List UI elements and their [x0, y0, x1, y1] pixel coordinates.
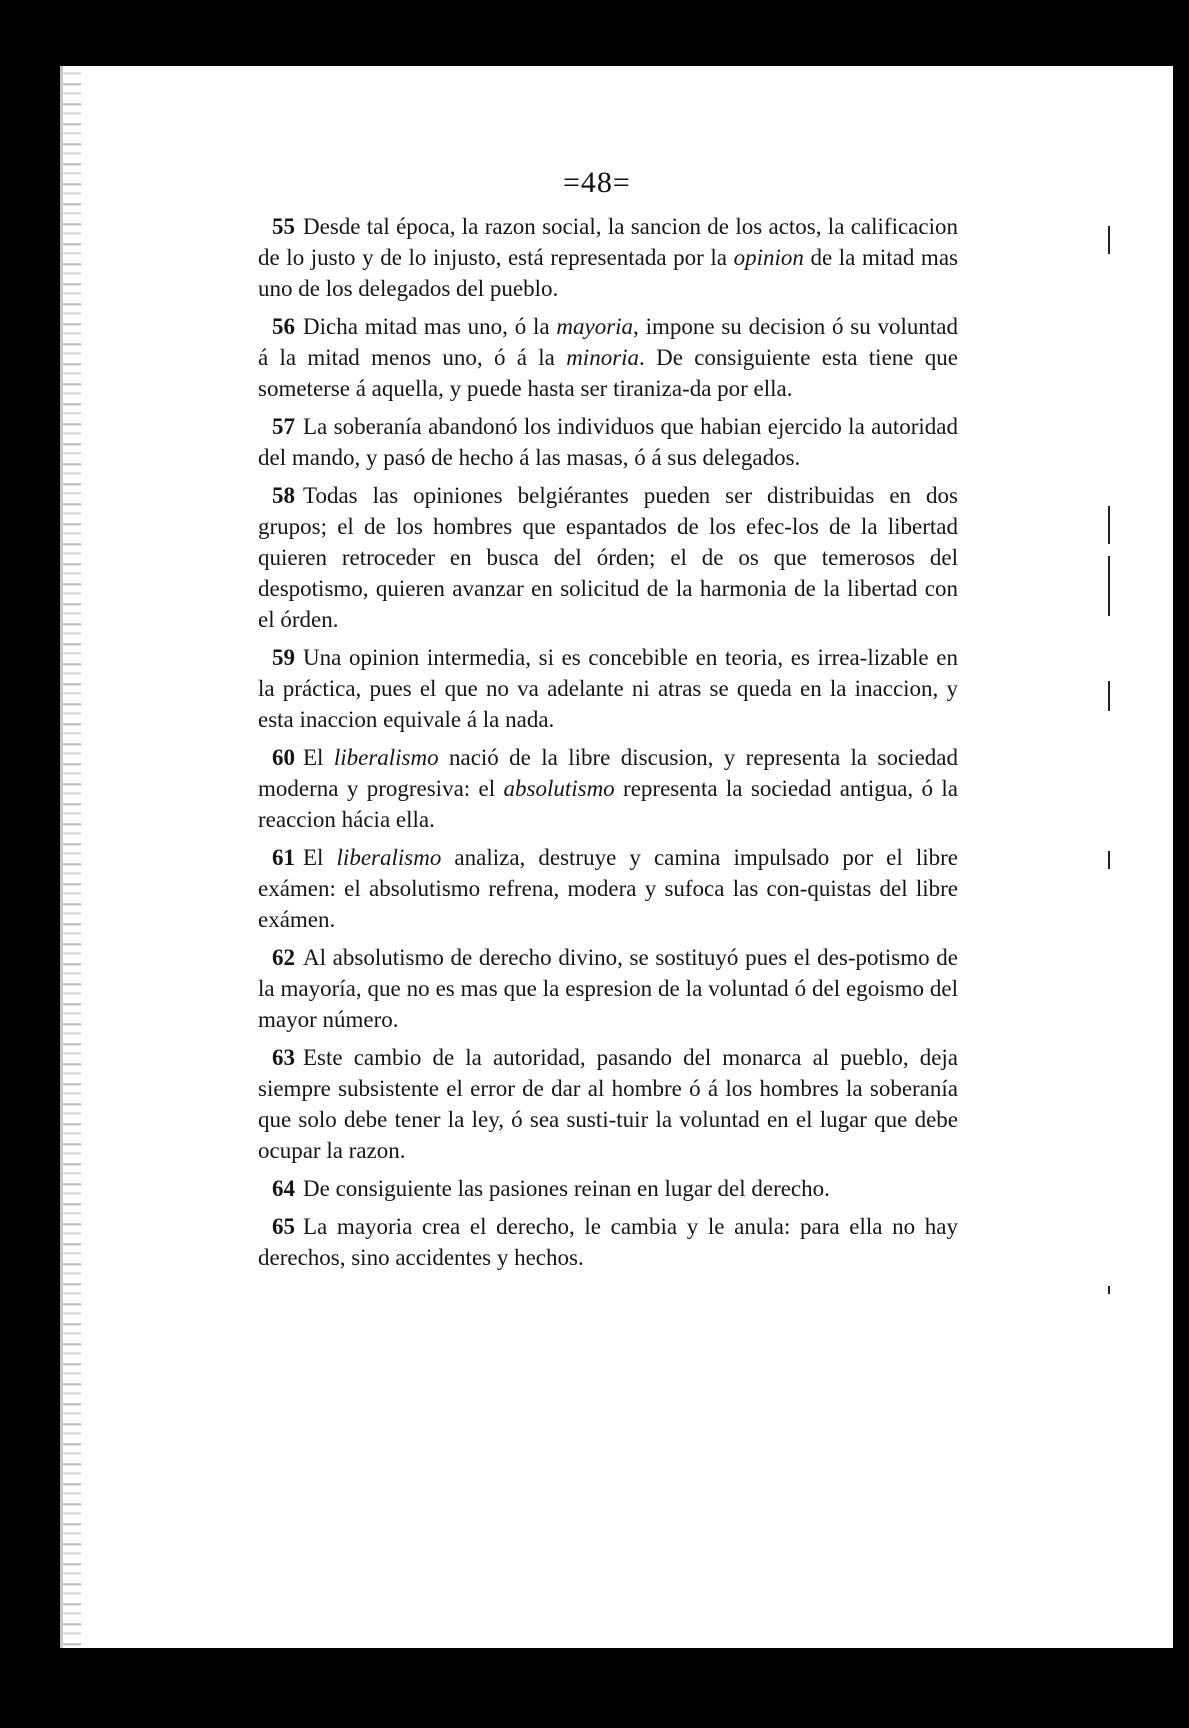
- paragraph-65: 65 La mayoria crea el derecho, le cambia y le anula: para ella no hay derechos, sino accidentes y hechos.: [258, 1214, 958, 1270]
- body-text: [258, 211, 958, 1280]
- paragraph-64: 64 De consiguiente las pasiones reinan en lugar del derecho.: [272, 1176, 830, 1201]
- paragraph-57: 57 La soberanía abandonó los individuos que habian ejercido la autoridad del mando, y pasó de hecho á las masas, ó á sus delegados.: [258, 414, 958, 470]
- paragraph-55: 55 Desde tal época, la razon social, la sancion de los actos, la calificacion de lo justo y de lo injusto, está representada por la opinion de la mitad mas uno de los delegados del pueblo.: [258, 214, 958, 301]
- paragraph-58: 58 Todas las opiniones belgiérantes pueden ser distribuidas en dos grupos; el de los hombres que espantados de los efec-los de la libertad quieren retroceder en busca del órden; el de os que temerosos del despotismo, quieren avanzar en solicitud de la harmonia de la libertad con el órden.: [258, 483, 958, 632]
- italic-term: mayoria: [556, 314, 634, 339]
- paragraph-number: 64: [272, 1176, 295, 1201]
- margin-mark: [1108, 681, 1110, 711]
- italic-term: liberalismo: [333, 745, 439, 770]
- paragraph-number: 55: [272, 214, 295, 239]
- italic-term: liberalismo: [336, 845, 442, 870]
- paragraph-63: 63 Este cambio de la autoridad, pasando del monarca al pueblo, deja siempre subsistente el error de dar al hombre ó á los hombres la soberanía que solo debe tener la ley, ó sea susti-tuir la voluntad en el lugar que debe ocupar la razon.: [258, 1045, 958, 1163]
- paragraph-62: 62 Al absolutismo de derecho divino, se sostituyó pues el des-potismo de la mayoría, que no es mas que la espresion de la voluntad ó del egoismo del mayor número.: [258, 945, 958, 1032]
- italic-term: opinion: [733, 245, 804, 270]
- paragraph-number: 58: [272, 483, 295, 508]
- paragraph-56: 56 Dicha mitad mas uno, ó la mayoria, impone su decision ó su voluntad á la mitad menos uno, ó á la minoria. De consiguiente esta tiene que someterse á aquella, y puede hasta ser tiraniza-da por ella.: [258, 314, 959, 401]
- paragraph-number: 61: [272, 845, 295, 870]
- margin-mark: [1108, 556, 1110, 616]
- italic-term: absolutismo: [503, 776, 615, 801]
- paragraph-number: 59: [272, 645, 295, 670]
- margin-mark: [1108, 506, 1110, 544]
- paragraph-61: 61 El liberalismo analiza, destruye y camina impulsado por el libre exámen: el absolutismo refrena, modera y sufoca las con-quistas del libre exámen.: [258, 845, 958, 932]
- italic-term: minoria: [566, 345, 640, 370]
- paragraph-59: 59 Una opinion intermedia, si es concebible en teoria, es irrea-lizable en la práctica, pues el que no va adelante ni atras se queda en la inaccion, y esta inaccion equivale á la nada.: [258, 645, 958, 732]
- page-number: =48=: [563, 166, 631, 199]
- paragraph-60: 60 El liberalismo nació de la libre discusion, y representa la sociedad moderna y progresiva: el absolutismo representa la sociedad antigua, ó la reaccion hácia ella.: [258, 745, 958, 832]
- binding-edge: [63, 66, 81, 1648]
- book-page: [60, 66, 1173, 1648]
- margin-mark: [1108, 851, 1110, 869]
- paragraph-number: 56: [272, 314, 295, 339]
- paragraph-number: 62: [272, 945, 295, 970]
- paragraph-number: 57: [272, 414, 295, 439]
- paragraph-number: 65: [272, 1214, 295, 1239]
- paragraph-number: 60: [272, 745, 295, 770]
- margin-mark: [1108, 1286, 1110, 1294]
- paragraph-number: 63: [272, 1045, 295, 1070]
- margin-mark: [1108, 226, 1110, 254]
